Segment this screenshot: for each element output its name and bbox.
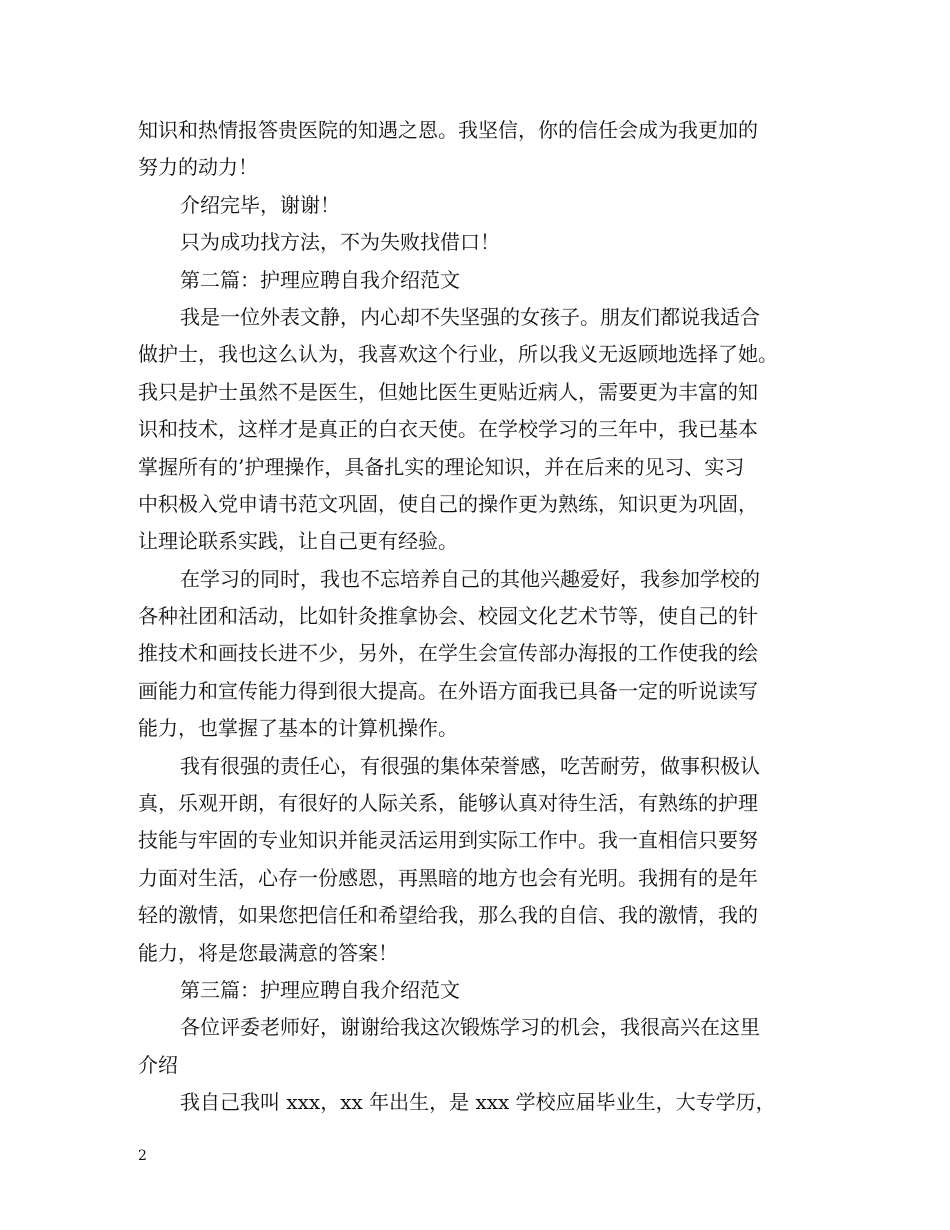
text-line: 我自己我叫 xxx，xx 年出生，是 xxx 学校应届毕业生，大专学历，	[180, 1090, 776, 1115]
text-line: 技能与牢固的专业知识并能灵活运用到实际工作中。我一直相信只要努	[138, 828, 758, 853]
text-line: 各位评委老师好，谢谢给我这次锻炼学习的机会，我很高兴在这里	[180, 1015, 760, 1040]
text-line: 介绍完毕，谢谢！	[180, 192, 340, 217]
text-line: 中积极入党申请书范文巩固，使自己的操作更为熟练，知识更为巩固，	[138, 491, 758, 516]
text-line: 画能力和宣传能力得到很大提高。在外语方面我已具备一定的听说读写	[138, 678, 758, 703]
text-line: 推技术和画技长进不少，另外，在学生会宣传部办海报的工作使我的绘	[138, 641, 758, 666]
text-line: 掌握所有的’护理操作，具备扎实的理论知识，并在后来的见习、实习	[138, 454, 745, 479]
section-heading: 第二篇：护理应聘自我介绍范文	[180, 267, 460, 292]
text-line: 努力的动力！	[138, 155, 258, 180]
text-line: 做护士，我也这么认为，我喜欢这个行业，所以我义无返顾地选择了她。	[138, 342, 778, 367]
page-number: 2	[138, 1148, 147, 1164]
text-line: 我是一位外表文静，内心却不失坚强的女孩子。朋友们都说我适合	[180, 304, 760, 329]
text-line: 介绍	[138, 1052, 178, 1077]
text-line: 能力，也掌握了基本的计算机操作。	[138, 716, 458, 741]
section-heading: 第三篇：护理应聘自我介绍范文	[180, 977, 460, 1002]
text-line: 我只是护士虽然不是医生，但她比医生更贴近病人，需要更为丰富的知	[138, 379, 758, 404]
text-line: 知识和热情报答贵医院的知遇之恩。我坚信，你的信任会成为我更加的	[138, 118, 758, 142]
text-line: 能力，将是您最满意的答案！	[138, 940, 398, 965]
text-line: 在学习的同时，我也不忘培养自己的其他兴趣爱好，我参加学校的	[180, 566, 760, 591]
text-line: 力面对生活，心存一份感恩，再黑暗的地方也会有光明。我拥有的是年	[138, 865, 758, 890]
text-line: 各种社团和活动，比如针灸推拿协会、校园文化艺术节等，使自己的针	[138, 604, 758, 629]
text-line: 只为成功找方法，不为失败找借口！	[180, 230, 500, 255]
text-line: 识和技术，这样才是真正的白衣天使。在学校学习的三年中，我已基本	[138, 417, 758, 442]
document-body	[138, 112, 828, 1122]
text-line: 真，乐观开朗，有很好的人际关系，能够认真对待生活，有熟练的护理	[138, 791, 758, 816]
text-line: 让理论联系实践，让自己更有经验。	[138, 529, 458, 554]
text-line: 轻的激情，如果您把信任和希望给我，那么我的自信、我的激情，我的	[138, 903, 758, 928]
text-line: 我有很强的责任心，有很强的集体荣誉感，吃苦耐劳，做事积极认	[180, 753, 760, 778]
